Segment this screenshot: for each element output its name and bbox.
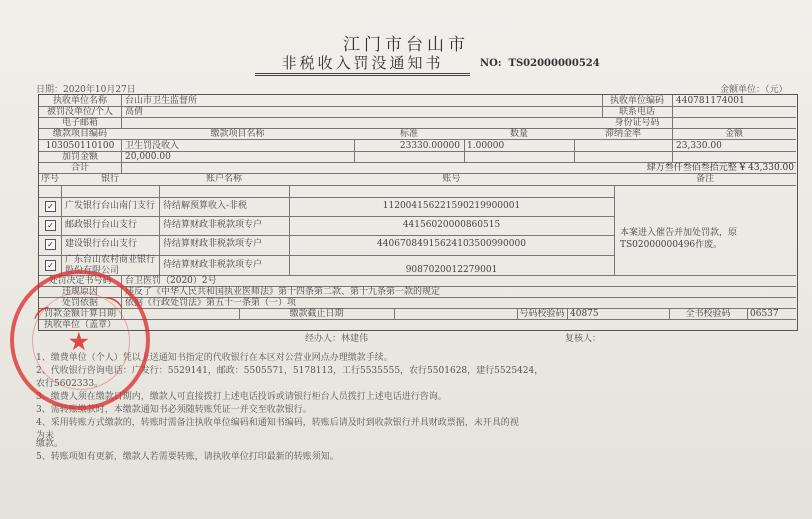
document-number-label: NO: [480, 58, 502, 69]
exec-code-value: 440781174001 [676, 96, 745, 106]
item-code-label: 缴款项目编码 [52, 129, 107, 139]
email-label: 电子邮箱 [61, 118, 98, 128]
bank-header-bank: 银行 [100, 174, 119, 184]
note-line: 1、缴费单位（个人）凭以上送通知书指定的代收银行在本区对公营业网点办理缴款手续。 [36, 353, 393, 363]
account-number: 112004156221590219900001 [382, 201, 521, 211]
note-line: 缴款。 [36, 439, 64, 449]
standard-value: 23330.00000 [399, 141, 460, 151]
account-number: 44156020000860515 [402, 220, 501, 230]
col-line [121, 95, 122, 128]
row-line [39, 216, 614, 217]
document-title-city: 江门市台山市 [343, 35, 469, 55]
bank-header-account-name: 账户名称 [205, 174, 242, 184]
col-line [61, 185, 62, 275]
qty-label: 数量 [509, 129, 528, 139]
seal-mark: ⌒ [32, 304, 60, 332]
bank-header-remark: 备注 [695, 174, 714, 184]
col-line [672, 95, 673, 151]
document-date: 日期：2020年10月27日 [36, 85, 136, 95]
row-line [39, 185, 796, 186]
exec-seal-label: 执收单位（盖章） [43, 320, 116, 330]
col-line [121, 275, 122, 319]
amount-label: 金额 [724, 129, 743, 139]
document-number [480, 58, 600, 69]
qty-value: 1.00000 [467, 141, 505, 151]
late-rate-label: 滞纳金率 [604, 129, 641, 139]
basis-label: 处罚依据 [61, 298, 98, 308]
seal-star-icon: ★ [69, 329, 89, 355]
calc-date-label: 罚款金额计算日期 [43, 309, 116, 319]
bank-name: 邮政银行台山支行 [65, 220, 138, 230]
reason-value: 违反了《中华人民共和国执业医师法》第十四条第二款、第十九条第一款的规定 [125, 287, 441, 297]
account-name: 待结解预算收入-非税 [163, 201, 248, 211]
col-line [394, 308, 395, 319]
id-label: 身份证号码 [614, 118, 660, 128]
decision-label: 处罚决定书号码 [48, 276, 112, 286]
note-line: 农行5602333。 [36, 379, 104, 389]
row-line [39, 117, 796, 118]
row-line [39, 235, 614, 236]
reason-label: 违规原因 [61, 287, 98, 297]
exec-code-label: 执收单位编码 [609, 96, 664, 106]
exec-unit-label: 执收单位名称 [52, 96, 107, 106]
seal-mark: ⌒ [97, 294, 124, 322]
bank-name: 建设银行台山支行 [65, 239, 138, 249]
check-value: 40875 [570, 309, 599, 319]
total-value: 肆万叁仟叁佰叁拾元整 ¥ 43,330.00 [646, 163, 794, 173]
decision-value: 台卫医罚（2020）2号 [125, 276, 217, 286]
bank-row-checkbox[interactable]: ✓ [45, 239, 56, 250]
notice-form [38, 94, 798, 331]
note-line: 2、代收银行咨询电话：广发行：5529141，邮政：5505571，5178113，工行5535555，农行5501628，建行5525424， [36, 366, 544, 376]
account-number: 44067084915624103500990000 [377, 239, 526, 249]
phone-label: 联系电话 [618, 107, 655, 117]
full-check-label: 全书校验码 [685, 309, 731, 319]
note-line: 4、采用转账方式缴款的，转账时需备注执收单位编码和通知书编码，转账后请及时到收款银行并具财政票据，未开具的视 [36, 418, 519, 428]
document-title: 非税收入罚没通知书 [255, 52, 470, 76]
col-line [747, 308, 748, 319]
bank-header-seq: 序号 [40, 174, 59, 184]
surcharge-label: 加罚金额 [61, 152, 98, 162]
row-line [39, 197, 614, 198]
amount-value: 23,330.00 [676, 141, 722, 151]
item-code-value: 103050110100 [45, 141, 115, 151]
col-line [672, 151, 673, 162]
full-check-value: 06537 [750, 309, 779, 319]
item-name-value: 卫生罚没收入 [125, 141, 180, 151]
col-line [121, 139, 122, 173]
payer-label: 被罚没单位/个人 [46, 107, 114, 117]
note-line: 3、缴费人须在缴款日期内，缴款人可直接拨打上述电话投诉或请银行柜台人员拨打上述电话进行咨询。 [36, 392, 447, 402]
item-name-label: 缴款项目名称 [210, 129, 265, 139]
note-line: 为未 [36, 431, 55, 441]
account-name: 待结算财政非税款项专户 [163, 260, 263, 270]
note-line: 3、需转账缴款时，本缴款通知书必须随转账凭证一并交至收款银行。 [36, 405, 312, 415]
note-line: 5、转账项如有更新，缴款人若需要转账，请执收单位打印最新的转账须知。 [36, 452, 339, 462]
col-line [614, 185, 615, 275]
handler-name: 经办人：林建伟 [305, 334, 369, 344]
bank-header-account-no: 账号 [442, 174, 461, 184]
exec-unit-value: 台山市卫生监督所 [125, 96, 198, 106]
total-label: 合计 [70, 163, 89, 173]
bank-name: 广发银行台山南门支行 [65, 201, 156, 211]
basis-value: 依据《行政处罚法》第五十一条第（一）项 [125, 298, 297, 308]
title-underline [255, 73, 470, 74]
account-name: 待结算财政非税款项专户 [163, 239, 263, 249]
surcharge-value: 20,000.00 [125, 152, 171, 162]
standard-label: 标准 [399, 129, 418, 139]
bank-row-checkbox[interactable]: ✓ [45, 220, 56, 231]
bank-row-checkbox[interactable]: ✓ [45, 201, 56, 212]
payer-value: 高倩 [125, 107, 144, 117]
document-number-value: TS02000000524 [508, 58, 600, 69]
check-label: 号码校验码 [519, 309, 565, 319]
reviewer-name: 复核人： [565, 334, 602, 344]
account-name: 待结算财政非税款项专户 [163, 220, 263, 230]
col-line [159, 185, 160, 275]
col-line [567, 308, 568, 319]
bank-name: 广东台山农村商业银行股份有限公司 [65, 255, 156, 276]
bank-row-checkbox[interactable]: ✓ [45, 260, 56, 271]
deadline-label: 缴款截止日期 [289, 309, 344, 319]
amount-unit: 金额单位：（元） [720, 85, 788, 95]
col-line [574, 139, 575, 162]
account-number: 9087020012279001 [405, 265, 498, 275]
bank-remark: 本案进入催告并加处罚款，原TS02000000496作废。 [620, 228, 738, 250]
col-line [464, 139, 465, 162]
